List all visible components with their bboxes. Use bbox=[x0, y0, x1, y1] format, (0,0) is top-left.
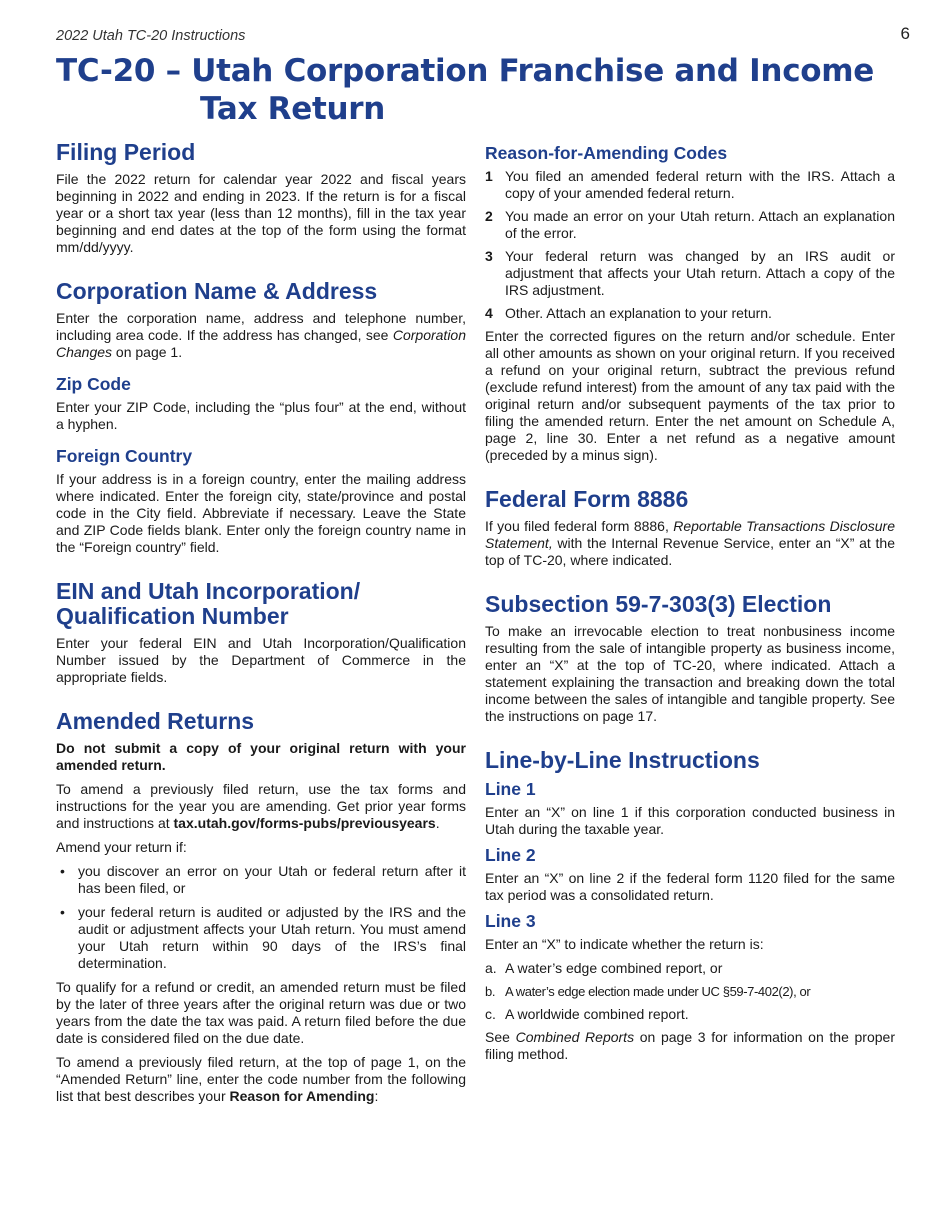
option-letter: a. bbox=[485, 960, 497, 976]
amended-returns-note bbox=[56, 740, 466, 774]
line-2-heading: Line 2 bbox=[485, 845, 536, 865]
line-3-see-end: on page 3 for information on the proper filing method. bbox=[485, 1029, 895, 1062]
option-text: A water’s edge combined report, or bbox=[505, 960, 723, 976]
amended-returns-p1 bbox=[56, 781, 466, 832]
amended-returns-heading: Amended Returns bbox=[56, 708, 255, 734]
corporation-changes-ref: Corporation Changes bbox=[56, 327, 466, 360]
foreign-country-section bbox=[56, 446, 466, 556]
running-head: 2022 Utah TC-20 Instructions bbox=[56, 28, 246, 44]
corporation-name-heading: Corporation Name & Address bbox=[56, 278, 378, 304]
combined-reports-ref: Combined Reports bbox=[515, 1029, 635, 1045]
amended-returns-note-text: Do not submit a copy of your original return with your amended return. bbox=[56, 740, 466, 773]
page-title-line-1: TC-20 – Utah Corporation Franchise and Income bbox=[56, 53, 874, 89]
subsection-election-section bbox=[485, 592, 895, 725]
form-8886-text-end: with the Internal Revenue Service, enter an “X” at the top of TC-20, where indicated. bbox=[485, 535, 895, 568]
option-text: A worldwide combined report. bbox=[505, 1006, 689, 1022]
filing-period-section bbox=[56, 140, 466, 256]
line-3-options bbox=[485, 960, 895, 1023]
line-1-heading: Line 1 bbox=[485, 779, 536, 799]
ein-heading bbox=[56, 579, 466, 629]
line-2-body: Enter an “X” on line 2 if the federal form 1120 filed for the same tax period was a consolidated return. bbox=[485, 870, 895, 903]
list-item bbox=[485, 168, 895, 202]
code-number: 1 bbox=[485, 168, 493, 184]
left-column bbox=[56, 140, 466, 1112]
amended-returns-p1-text: To amend a previously filed return, use the tax forms and instructions for the year you are amending. Get prior year forms and instructions at bbox=[56, 781, 466, 831]
ein-body: Enter your federal EIN and Utah Incorporation/Qualification Number issued by the Department of Commerce in the appropriate fields. bbox=[56, 635, 466, 685]
subsection-election-heading: Subsection 59-7-303(3) Election bbox=[485, 591, 832, 617]
list-item: • you discover an error on your Utah or federal return after it has been filed, or bbox=[56, 863, 466, 897]
line-by-line-section bbox=[485, 748, 895, 1063]
ein-section bbox=[56, 579, 466, 686]
corporation-name-section bbox=[56, 279, 466, 361]
page-number: 6 bbox=[900, 24, 910, 43]
reason-codes-list bbox=[485, 168, 895, 322]
corporation-name-body bbox=[56, 310, 466, 361]
corporation-name-text: Enter the corporation name, address and telephone number, including area code. If the address has changed, see bbox=[56, 310, 466, 343]
form-8886-section bbox=[485, 487, 895, 569]
page-title-line-2: Tax Return bbox=[200, 91, 385, 127]
code-text: Other. Attach an explanation to your return. bbox=[505, 305, 772, 321]
foreign-country-heading: Foreign Country bbox=[56, 446, 193, 466]
zip-code-section bbox=[56, 374, 466, 433]
right-column bbox=[485, 143, 895, 1070]
form-8886-text: If you filed federal form 8886, bbox=[485, 518, 674, 534]
amended-returns-section bbox=[56, 709, 466, 1105]
option-text: A water’s edge election made under UC §59-7-402(2), or bbox=[505, 984, 811, 999]
line-3-intro: Enter an “X” to indicate whether the return is: bbox=[485, 936, 764, 952]
reason-codes-heading: Reason-for-Amending Codes bbox=[485, 143, 728, 163]
amend-reasons-list bbox=[56, 863, 466, 972]
zip-code-body: Enter your ZIP Code, including the “plus four” at the end, without a hyphen. bbox=[56, 399, 466, 432]
amended-returns-p4-end: : bbox=[374, 1088, 379, 1104]
amended-returns-p2: Amend your return if: bbox=[56, 839, 187, 855]
foreign-country-body: If your address is in a foreign country, enter the mailing address where indicated. Enter the foreign city, state/province and postal code in the City field. Abbreviate if necessary. Leave the State and ZIP Code fields blank. Enter only the foreign country name in the “Foreign country” field. bbox=[56, 471, 466, 555]
form-8886-title-ref: Reportable Transactions Disclosure Statement, bbox=[485, 518, 895, 551]
form-8886-body bbox=[485, 518, 895, 569]
code-number: 4 bbox=[485, 305, 493, 321]
list-item bbox=[485, 305, 895, 322]
list-item bbox=[485, 983, 895, 1000]
subsection-election-body: To make an irrevocable election to treat nonbusiness income resulting from the sale of intangible property as business income, enter an “X” at the top of TC-20, where indicated. Attach a statement explaining the transaction and breaking down the total income between the sales of intangible and tangible property. See the instructions on page 17. bbox=[485, 623, 895, 724]
reason-for-amending-bold: Reason for Amending bbox=[229, 1088, 375, 1104]
corporation-name-text-end: on page 1. bbox=[112, 344, 183, 360]
line-3-see bbox=[485, 1029, 895, 1063]
filing-period-body: File the 2022 return for calendar year 2022 and fiscal years beginning in 2022 and ending in 2023. If the return is for a fiscal year or a short tax year (less than 12 months), fill in the tax year beginning and end dates at the top of the form using the format mm/dd/yyyy. bbox=[56, 171, 466, 255]
page-title bbox=[56, 52, 916, 128]
line-1-body: Enter an “X” on line 1 if this corporation conducted business in Utah during the taxable year. bbox=[485, 804, 895, 837]
amended-returns-p3: To qualify for a refund or credit, an amended return must be filed by the later of three years after the original return was due or two years from the date the tax was paid. A return filed before the due date is considered filed on the due date. bbox=[56, 979, 466, 1046]
code-number: 3 bbox=[485, 248, 493, 264]
list-item bbox=[485, 960, 895, 977]
reason-codes-after: Enter the corrected figures on the return and/or schedule. Enter all other amounts as shown on your original return. If you received a refund on your original return, subtract the previous refund (exclude refund interest) from the amount of any tax paid with the original return and/or subsequent payments of the tax prior to filing the amended return. Enter the net amount on Schedule A, page 2, line 30. Enter a net refund as a negative amount (preceded by a minus sign). bbox=[485, 328, 895, 463]
line-3-see-text: See bbox=[485, 1029, 516, 1045]
code-number: 2 bbox=[485, 208, 493, 224]
option-letter: b. bbox=[485, 984, 496, 999]
list-item: • your federal return is audited or adjusted by the IRS and the audit or adjustment affects your Utah return. You must amend your Utah return within 90 days of the IRS’s final determination. bbox=[56, 904, 466, 972]
list-item bbox=[485, 248, 895, 299]
previous-years-link[interactable]: tax.utah.gov/forms-pubs/previousyears bbox=[173, 815, 436, 831]
ein-heading-line-2: Qualification Number bbox=[56, 603, 289, 629]
form-8886-heading: Federal Form 8886 bbox=[485, 486, 689, 512]
list-item bbox=[485, 1006, 895, 1023]
filing-period-heading: Filing Period bbox=[56, 139, 196, 165]
amended-returns-p4-text: To amend a previously filed return, at the top of page 1, on the “Amended Return” line, enter the code number from the following list that best describes your bbox=[56, 1054, 466, 1104]
ein-heading-line-1: EIN and Utah Incorporation/ bbox=[56, 578, 361, 604]
amended-returns-p4 bbox=[56, 1054, 466, 1105]
list-item bbox=[485, 208, 895, 242]
reason-codes-section bbox=[485, 143, 895, 464]
code-text: You filed an amended federal return with the IRS. Attach a copy of your amended federal return. bbox=[505, 168, 895, 201]
amended-returns-p1-end: . bbox=[435, 815, 440, 831]
code-text: You made an error on your Utah return. Attach an explanation of the error. bbox=[505, 208, 895, 241]
zip-code-heading: Zip Code bbox=[56, 374, 131, 394]
code-text: Your federal return was changed by an IRS audit or adjustment that affects your Utah return. Attach a copy of the IRS adjustment. bbox=[505, 248, 895, 298]
line-by-line-heading: Line-by-Line Instructions bbox=[485, 747, 760, 773]
option-letter: c. bbox=[485, 1006, 496, 1022]
line-3-heading: Line 3 bbox=[485, 911, 536, 931]
